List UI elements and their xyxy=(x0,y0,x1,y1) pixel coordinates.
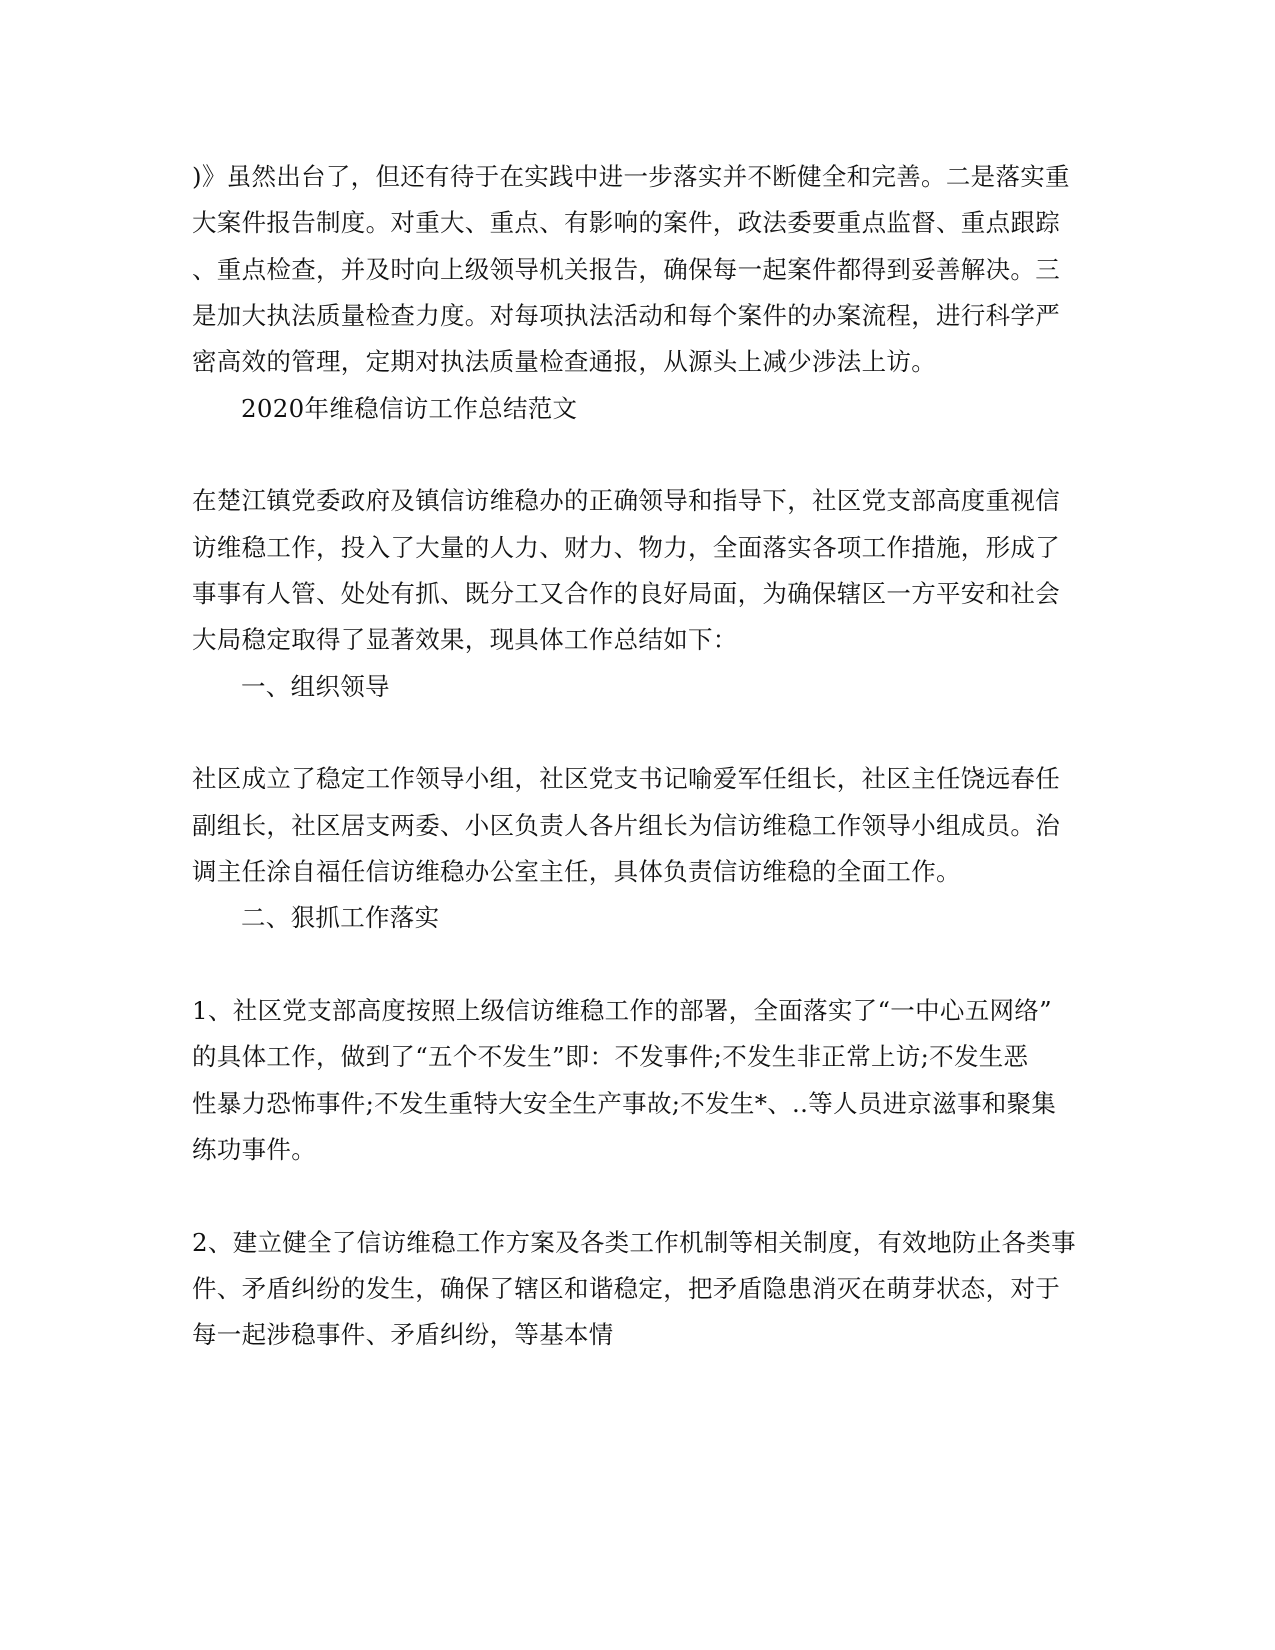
text-line: 、重点检查，并及时向上级领导机关报告，确保每一起案件都得到妥善解决。三 xyxy=(192,255,1060,284)
section-heading: 一、组织领导 xyxy=(241,672,390,701)
text-line: 事事有人管、处处有抓、既分工又合作的良好局面，为确保辖区一方平安和社会 xyxy=(192,579,1060,608)
text-line: 1、社区党支部高度按照上级信访维稳工作的部署，全面落实了“一中心五网络” xyxy=(192,996,1052,1025)
text-line: 2、建立健全了信访维稳工作方案及各类工作机制等相关制度，有效地防止各类事 xyxy=(192,1228,1076,1257)
text-line: 在楚江镇党委政府及镇信访维稳办的正确领导和指导下，社区党支部高度重视信 xyxy=(192,486,1060,515)
text-line: )》虽然出台了，但还有待于在实践中进一步落实并不断健全和完善。二是落实重 xyxy=(192,162,1070,191)
text-line: 大案件报告制度。对重大、重点、有影响的案件，政法委要重点监督、重点跟踪 xyxy=(192,208,1060,237)
text-line: 社区成立了稳定工作领导小组，社区党支书记喻爱军任组长，社区主任饶远春任 xyxy=(192,764,1060,793)
text-line: 是加大执法质量检查力度。对每项执法活动和每个案件的办案流程，进行科学严 xyxy=(192,301,1060,330)
text-line: 访维稳工作，投入了大量的人力、财力、物力，全面落实各项工作措施，形成了 xyxy=(192,533,1060,562)
text-line: 每一起涉稳事件、矛盾纠纷，等基本情 xyxy=(192,1320,614,1349)
text-line: 副组长，社区居支两委、小区负责人各片组长为信访维稳工作领导小组成员。治 xyxy=(192,811,1060,840)
text-line: 练功事件。 xyxy=(192,1135,316,1164)
section-title: 2020年维稳信访工作总结范文 xyxy=(241,394,578,423)
text-line: 的具体工作，做到了“五个不发生”即：不发事件;不发生非正常上访;不发生恶 xyxy=(192,1042,1029,1071)
section-heading: 二、狠抓工作落实 xyxy=(241,903,440,932)
text-line: 件、矛盾纠纷的发生，确保了辖区和谐稳定，把矛盾隐患消灭在萌芽状态，对于 xyxy=(192,1274,1060,1303)
text-line: 大局稳定取得了显著效果，现具体工作总结如下： xyxy=(192,625,738,654)
text-line: 性暴力恐怖事件;不发生重特大安全生产事故;不发生*、..等人员进京滋事和聚集 xyxy=(192,1089,1057,1118)
text-line: 调主任涂自福任信访维稳办公室主任，具体负责信访维稳的全面工作。 xyxy=(192,857,961,886)
text-line: 密高效的管理，定期对执法质量检查通报，从源头上减少涉法上访。 xyxy=(192,347,936,376)
